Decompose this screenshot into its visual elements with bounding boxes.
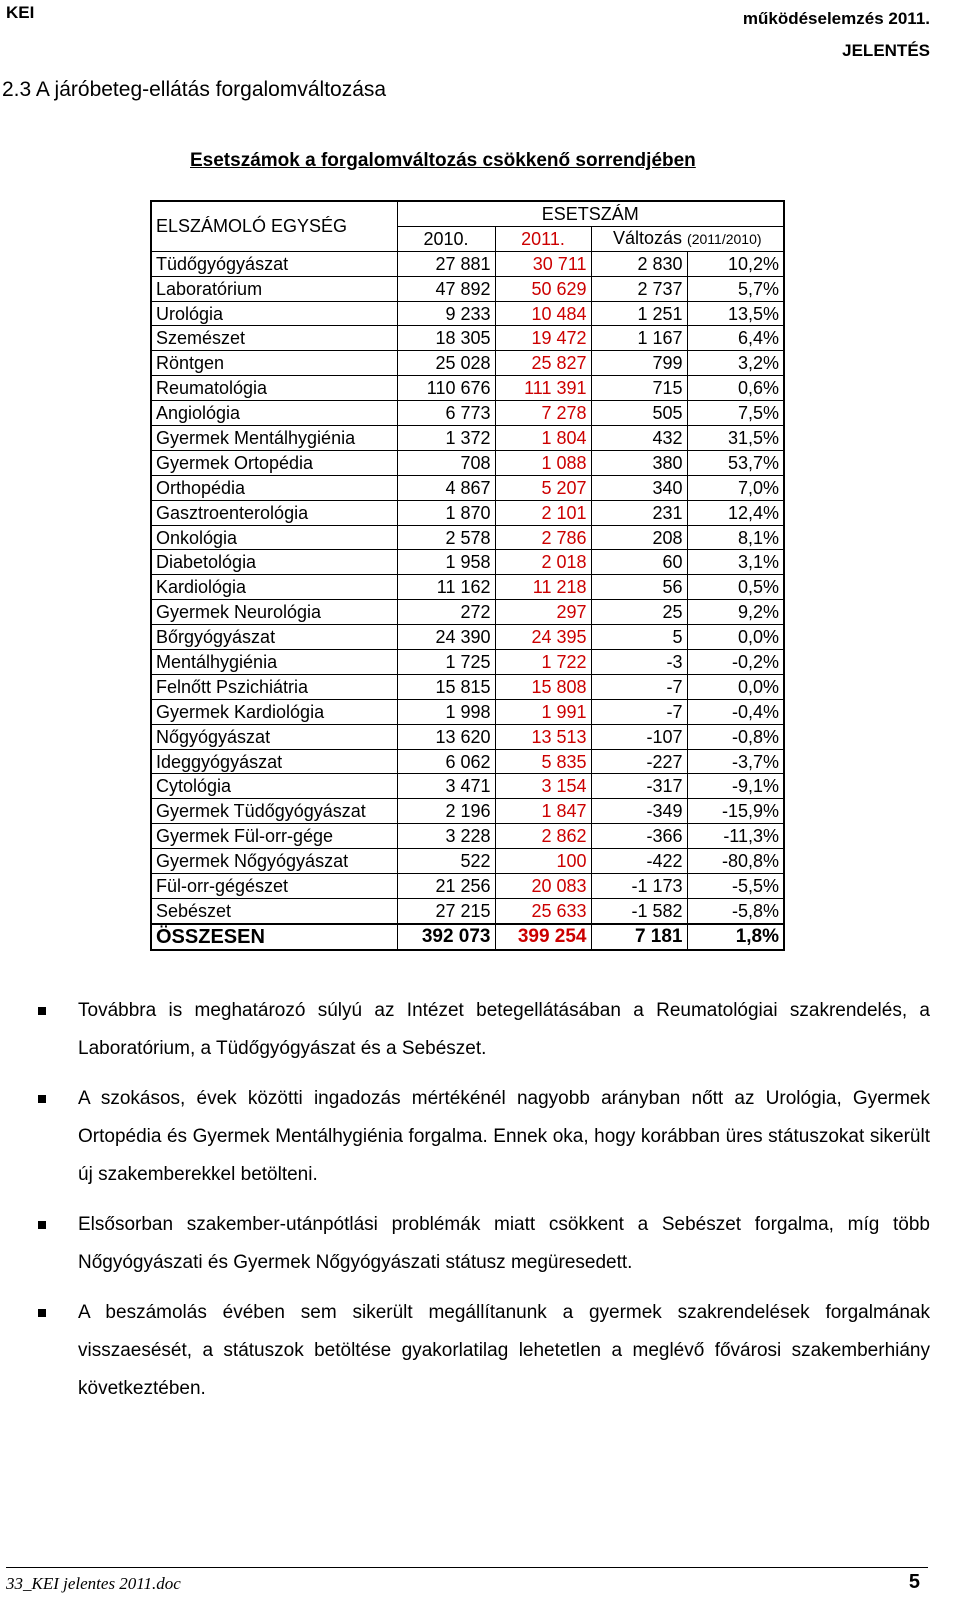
table-row bbox=[151, 898, 784, 923]
table-row bbox=[151, 849, 784, 874]
unit-cell: Sebészet bbox=[151, 898, 397, 923]
change-pct-cell: 5,7% bbox=[687, 276, 784, 301]
change-cell: 799 bbox=[591, 351, 687, 376]
value-2011-cell: 11 218 bbox=[495, 575, 591, 600]
value-2011-cell: 5 835 bbox=[495, 749, 591, 774]
value-2010-cell: 25 028 bbox=[397, 351, 495, 376]
change-cell: 1 251 bbox=[591, 301, 687, 326]
table-row bbox=[151, 575, 784, 600]
change-cell: -1 582 bbox=[591, 898, 687, 923]
value-2010-cell: 27 881 bbox=[397, 251, 495, 276]
value-2010-cell: 522 bbox=[397, 849, 495, 874]
change-cell: -317 bbox=[591, 774, 687, 799]
value-2011-cell: 2 862 bbox=[495, 824, 591, 849]
table-row bbox=[151, 500, 784, 525]
change-pct-cell: -3,7% bbox=[687, 749, 784, 774]
bullet-square-icon bbox=[38, 1309, 46, 1317]
value-2010-cell: 9 233 bbox=[397, 301, 495, 326]
bullet-text: Elsősorban szakember-utánpótlási problémák miatt csökkent a Sebészet forgalma, míg több Nőgyógyászati és Gyermek Nőgyógyászati státusz megüresedett. bbox=[78, 1214, 930, 1273]
table-row bbox=[151, 774, 784, 799]
unit-cell: Ideggyógyászat bbox=[151, 749, 397, 774]
value-2011-cell: 7 278 bbox=[495, 401, 591, 426]
change-cell: 380 bbox=[591, 450, 687, 475]
change-pct-cell: 7,0% bbox=[687, 475, 784, 500]
unit-cell: Angiológia bbox=[151, 401, 397, 426]
value-2011-cell: 20 083 bbox=[495, 874, 591, 899]
change-pct-cell: 3,2% bbox=[687, 351, 784, 376]
change-pct-cell: 0,0% bbox=[687, 674, 784, 699]
bullet-text: A beszámolás évében sem sikerült megállítanunk a gyermek szakrendelések forgalmának visszaesését, a státuszok betöltése gyakorlatilag lehetetlen a meglévő fővárosi szakemberhiány következtében. bbox=[78, 1302, 930, 1399]
change-pct-cell: -5,5% bbox=[687, 874, 784, 899]
col-header-change-base: (2011/2010) bbox=[687, 231, 762, 248]
value-2011-cell: 100 bbox=[495, 849, 591, 874]
value-2011-cell: 25 633 bbox=[495, 898, 591, 923]
value-2010-cell: 110 676 bbox=[397, 376, 495, 401]
table-row bbox=[151, 749, 784, 774]
value-2010-cell: 1 958 bbox=[397, 550, 495, 575]
table-row bbox=[151, 625, 784, 650]
header-report-line1: működéselemzés 2011. bbox=[742, 9, 930, 28]
table-row bbox=[151, 475, 784, 500]
total-value-2010-cell: 392 073 bbox=[397, 924, 495, 950]
table-row bbox=[151, 600, 784, 625]
total-value-2011-cell: 399 254 bbox=[495, 924, 591, 950]
change-pct-cell: -80,8% bbox=[687, 849, 784, 874]
change-pct-cell: 13,5% bbox=[687, 301, 784, 326]
table-row bbox=[151, 674, 784, 699]
bullet-item bbox=[38, 1080, 930, 1194]
change-cell: 715 bbox=[591, 376, 687, 401]
change-pct-cell: 10,2% bbox=[687, 251, 784, 276]
table-row bbox=[151, 351, 784, 376]
change-pct-cell: 8,1% bbox=[687, 525, 784, 550]
value-2011-cell: 10 484 bbox=[495, 301, 591, 326]
unit-cell: Cytológia bbox=[151, 774, 397, 799]
change-pct-cell: 9,2% bbox=[687, 600, 784, 625]
change-pct-cell: 12,4% bbox=[687, 500, 784, 525]
unit-cell: Mentálhygiénia bbox=[151, 650, 397, 675]
section-title: 2.3 A járóbeteg-ellátás forgalomváltozása bbox=[2, 78, 387, 101]
change-cell: 432 bbox=[591, 426, 687, 451]
value-2010-cell: 1 870 bbox=[397, 500, 495, 525]
value-2010-cell: 1 998 bbox=[397, 699, 495, 724]
change-pct-cell: 0,5% bbox=[687, 575, 784, 600]
change-cell: -366 bbox=[591, 824, 687, 849]
value-2011-cell: 111 391 bbox=[495, 376, 591, 401]
unit-cell: Gyermek Mentálhygiénia bbox=[151, 426, 397, 451]
value-2010-cell: 1 725 bbox=[397, 650, 495, 675]
unit-cell: Gyermek Kardiológia bbox=[151, 699, 397, 724]
header-org: KEI bbox=[6, 3, 35, 22]
value-2010-cell: 272 bbox=[397, 600, 495, 625]
table-row bbox=[151, 376, 784, 401]
unit-cell: Felnőtt Pszichiátria bbox=[151, 674, 397, 699]
value-2010-cell: 13 620 bbox=[397, 724, 495, 749]
unit-cell: Gyermek Tüdőgyógyászat bbox=[151, 799, 397, 824]
change-cell: 56 bbox=[591, 575, 687, 600]
col-header-group: ESETSZÁM bbox=[397, 201, 784, 226]
value-2010-cell: 21 256 bbox=[397, 874, 495, 899]
header-report-line2: JELENTÉS bbox=[842, 41, 930, 60]
value-2011-cell: 2 018 bbox=[495, 550, 591, 575]
change-pct-cell: 6,4% bbox=[687, 326, 784, 351]
change-pct-cell: 53,7% bbox=[687, 450, 784, 475]
value-2011-cell: 15 808 bbox=[495, 674, 591, 699]
change-cell: -349 bbox=[591, 799, 687, 824]
footer-divider bbox=[6, 1567, 928, 1568]
value-2011-cell: 1 847 bbox=[495, 799, 591, 824]
value-2011-cell: 297 bbox=[495, 600, 591, 625]
unit-cell: Gyermek Nőgyógyászat bbox=[151, 849, 397, 874]
change-cell: -1 173 bbox=[591, 874, 687, 899]
change-pct-cell: 0,6% bbox=[687, 376, 784, 401]
value-2011-cell: 3 154 bbox=[495, 774, 591, 799]
table-row bbox=[151, 650, 784, 675]
table-row bbox=[151, 874, 784, 899]
value-2010-cell: 708 bbox=[397, 450, 495, 475]
total-change-pct-cell: 1,8% bbox=[687, 924, 784, 950]
value-2010-cell: 47 892 bbox=[397, 276, 495, 301]
bullet-item bbox=[38, 1206, 930, 1282]
unit-cell: Gyermek Neurológia bbox=[151, 600, 397, 625]
value-2010-cell: 3 471 bbox=[397, 774, 495, 799]
bullet-square-icon bbox=[38, 1007, 46, 1015]
unit-cell: Urológia bbox=[151, 301, 397, 326]
table-row bbox=[151, 824, 784, 849]
table-row bbox=[151, 401, 784, 426]
unit-cell: Onkológia bbox=[151, 525, 397, 550]
change-pct-cell: 7,5% bbox=[687, 401, 784, 426]
value-2011-cell: 30 711 bbox=[495, 251, 591, 276]
change-pct-cell: 0,0% bbox=[687, 625, 784, 650]
footer-page-number: 5 bbox=[908, 1571, 920, 1593]
change-pct-cell: -0,2% bbox=[687, 650, 784, 675]
change-cell: -7 bbox=[591, 699, 687, 724]
change-pct-cell: -0,8% bbox=[687, 724, 784, 749]
unit-cell: Bőrgyógyászat bbox=[151, 625, 397, 650]
unit-cell: Röntgen bbox=[151, 351, 397, 376]
value-2010-cell: 2 196 bbox=[397, 799, 495, 824]
table-row bbox=[151, 699, 784, 724]
value-2010-cell: 2 578 bbox=[397, 525, 495, 550]
change-cell: -422 bbox=[591, 849, 687, 874]
bullet-item bbox=[38, 992, 930, 1068]
change-cell: -7 bbox=[591, 674, 687, 699]
unit-cell: Szemészet bbox=[151, 326, 397, 351]
value-2010-cell: 27 215 bbox=[397, 898, 495, 923]
change-cell: 5 bbox=[591, 625, 687, 650]
table-row bbox=[151, 525, 784, 550]
unit-cell: Diabetológia bbox=[151, 550, 397, 575]
col-header-2011: 2011. bbox=[495, 226, 591, 251]
change-cell: 60 bbox=[591, 550, 687, 575]
bullet-item bbox=[38, 1294, 930, 1408]
table-row bbox=[151, 724, 784, 749]
value-2011-cell: 1 088 bbox=[495, 450, 591, 475]
unit-cell: Gyermek Ortopédia bbox=[151, 450, 397, 475]
unit-cell: Fül-orr-gégészet bbox=[151, 874, 397, 899]
table-row bbox=[151, 301, 784, 326]
case-count-table bbox=[150, 200, 785, 951]
table-row bbox=[151, 426, 784, 451]
value-2011-cell: 1 804 bbox=[495, 426, 591, 451]
change-cell: 1 167 bbox=[591, 326, 687, 351]
change-cell: -227 bbox=[591, 749, 687, 774]
value-2011-cell: 13 513 bbox=[495, 724, 591, 749]
total-unit-cell: ÖSSZESEN bbox=[151, 924, 397, 950]
bullet-square-icon bbox=[38, 1221, 46, 1229]
col-header-unit: ELSZÁMOLÓ EGYSÉG bbox=[151, 201, 397, 251]
change-pct-cell: 3,1% bbox=[687, 550, 784, 575]
value-2011-cell: 1 722 bbox=[495, 650, 591, 675]
unit-cell: Orthopédia bbox=[151, 475, 397, 500]
change-pct-cell: -5,8% bbox=[687, 898, 784, 923]
bullet-text: Továbbra is meghatározó súlyú az Intézet betegellátásában a Reumatológiai szakrendelés, a Laboratórium, a Tüdőgyógyászat és a Sebészet. bbox=[78, 1000, 930, 1059]
table-row bbox=[151, 799, 784, 824]
table-total-row bbox=[151, 924, 784, 950]
change-cell: 208 bbox=[591, 525, 687, 550]
value-2011-cell: 2 101 bbox=[495, 500, 591, 525]
value-2010-cell: 1 372 bbox=[397, 426, 495, 451]
value-2010-cell: 11 162 bbox=[397, 575, 495, 600]
change-cell: -3 bbox=[591, 650, 687, 675]
table-row bbox=[151, 450, 784, 475]
change-cell: 25 bbox=[591, 600, 687, 625]
change-cell: 2 830 bbox=[591, 251, 687, 276]
value-2011-cell: 50 629 bbox=[495, 276, 591, 301]
table-row bbox=[151, 326, 784, 351]
change-cell: 340 bbox=[591, 475, 687, 500]
table-row bbox=[151, 550, 784, 575]
value-2011-cell: 25 827 bbox=[495, 351, 591, 376]
table-row bbox=[151, 251, 784, 276]
bullet-text: A szokásos, évek közötti ingadozás mértékénél nagyobb arányban nőtt az Urológia, Gyermek Ortopédia és Gyermek Mentálhygiénia forgalma. Ennek oka, hogy korábban üres státuszokat sikerült új szakemberekkel betölteni. bbox=[78, 1088, 930, 1185]
total-change-cell: 7 181 bbox=[591, 924, 687, 950]
unit-cell: Tüdőgyógyászat bbox=[151, 251, 397, 276]
value-2010-cell: 18 305 bbox=[397, 326, 495, 351]
value-2011-cell: 2 786 bbox=[495, 525, 591, 550]
value-2011-cell: 1 991 bbox=[495, 699, 591, 724]
change-pct-cell: -11,3% bbox=[687, 824, 784, 849]
value-2010-cell: 15 815 bbox=[397, 674, 495, 699]
col-header-change-label: Változás bbox=[612, 228, 683, 249]
value-2011-cell: 19 472 bbox=[495, 326, 591, 351]
value-2011-cell: 24 395 bbox=[495, 625, 591, 650]
unit-cell: Kardiológia bbox=[151, 575, 397, 600]
change-pct-cell: -0,4% bbox=[687, 699, 784, 724]
unit-cell: Gasztroenterológia bbox=[151, 500, 397, 525]
table-row bbox=[151, 276, 784, 301]
value-2010-cell: 24 390 bbox=[397, 625, 495, 650]
table-title: Esetszámok a forgalomváltozás csökkenő sorrendjében bbox=[190, 150, 696, 171]
table-header-row-1 bbox=[151, 201, 784, 226]
unit-cell: Reumatológia bbox=[151, 376, 397, 401]
header-report-title bbox=[743, 3, 930, 67]
col-header-change bbox=[591, 226, 784, 251]
col-header-2010: 2010. bbox=[397, 226, 495, 251]
unit-cell: Nőgyógyászat bbox=[151, 724, 397, 749]
change-cell: 505 bbox=[591, 401, 687, 426]
value-2011-cell: 5 207 bbox=[495, 475, 591, 500]
change-pct-cell: 31,5% bbox=[687, 426, 784, 451]
change-pct-cell: -15,9% bbox=[687, 799, 784, 824]
change-cell: 231 bbox=[591, 500, 687, 525]
change-cell: -107 bbox=[591, 724, 687, 749]
value-2010-cell: 4 867 bbox=[397, 475, 495, 500]
unit-cell: Laboratórium bbox=[151, 276, 397, 301]
bullet-list bbox=[38, 992, 930, 1420]
footer-filename: 33_KEI jelentes 2011.doc bbox=[6, 1574, 181, 1593]
value-2010-cell: 6 773 bbox=[397, 401, 495, 426]
unit-cell: Gyermek Fül-orr-gége bbox=[151, 824, 397, 849]
change-pct-cell: -9,1% bbox=[687, 774, 784, 799]
value-2010-cell: 3 228 bbox=[397, 824, 495, 849]
value-2010-cell: 6 062 bbox=[397, 749, 495, 774]
change-cell: 2 737 bbox=[591, 276, 687, 301]
bullet-square-icon bbox=[38, 1095, 46, 1103]
